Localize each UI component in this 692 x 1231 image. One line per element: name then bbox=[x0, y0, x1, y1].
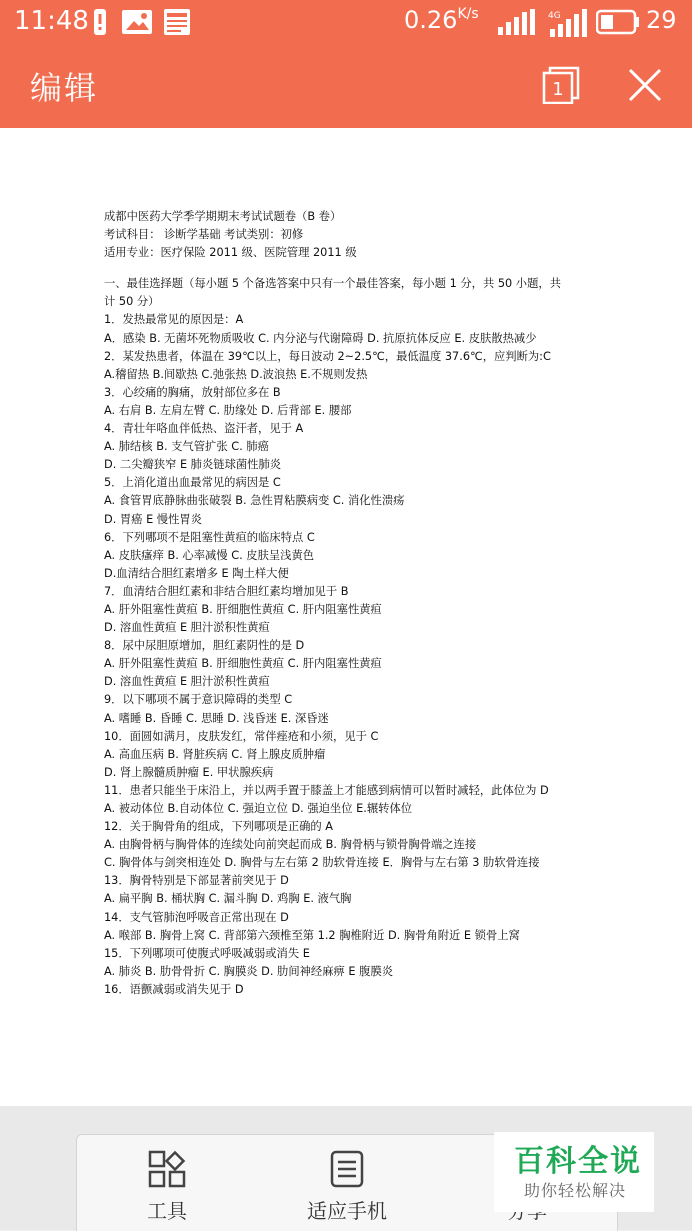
document-line: A. 扁平胸 B. 桶状胸 C. 漏斗胸 D. 鸡胸 E. 液气胸 bbox=[104, 892, 352, 906]
document-lines-icon bbox=[327, 1149, 367, 1189]
document-line: 6．下列哪项不是阻塞性黄疸的临床特点 C bbox=[104, 530, 315, 544]
document-line: A. 肝外阻塞性黄疸 B. 肝细胞性黄疸 C. 肝内阻塞性黄疸 bbox=[104, 657, 382, 671]
document-line: A．感染 B. 无菌坏死物质吸收 C. 内分泌与代谢障碍 D. 抗原抗体反应 E. 皮肤散热减少 bbox=[104, 331, 537, 345]
document-line: 12．关于胸骨角的组成，下列哪项是正确的 A bbox=[104, 820, 334, 834]
paragraph-gap bbox=[104, 262, 594, 275]
status-time: 11:48 bbox=[14, 6, 89, 36]
document-line: 4．青壮年咯血伴低热、盗汗者，见于 A bbox=[104, 422, 304, 436]
document-line: D. 肾上腺髓质肿瘤 E. 甲状腺疾病 bbox=[104, 765, 274, 779]
wifi-signal-icon bbox=[498, 9, 536, 35]
document-line: 一、最佳选择题（每小题 5 个备选答案中只有一个最佳答案，每小题 1 分，共 50 小题，共 bbox=[104, 277, 561, 291]
document-line: A. 肺炎 B. 肋骨骨折 C. 胸膜炎 D. 肋间神经麻痹 E 腹膜炎 bbox=[104, 964, 394, 978]
document-text bbox=[104, 208, 594, 999]
image-icon bbox=[122, 9, 152, 35]
document-line: A. 肺结核 B. 支气管扩张 C. 肺癌 bbox=[104, 440, 269, 454]
page-count: 1 bbox=[552, 79, 564, 100]
battery-percent: 29 bbox=[646, 6, 677, 34]
document-line: 14．支气管肺泡呼吸音正常出现在 D bbox=[104, 910, 289, 924]
document-line: A. 肝外阻塞性黄疸 B. 肝细胞性黄疸 C. 肝内阻塞性黄疸 bbox=[104, 602, 382, 616]
document-line: 11．患者只能坐于床沿上，并以两手置于膝盖上才能感到病情可以暂时减轻，此体位为 D bbox=[104, 783, 549, 797]
document-line: 3．心绞痛的胸痛，放射部位多在 B bbox=[104, 385, 281, 399]
network-speed-unit: K/s bbox=[457, 6, 479, 22]
document-line: A.稽留热 B.间歇热 C.弛张热 D.波浪热 E.不规则发热 bbox=[104, 367, 368, 381]
document-line: 计 50 分） bbox=[104, 295, 160, 309]
document-line: 8．尿中尿胆原增加，胆红素阴性的是 D bbox=[104, 639, 305, 653]
document-line: 2．某发热患者，体温在 39℃以上，每日波动 2~2.5℃，最低温度 37.6℃，应判断为:C bbox=[104, 349, 551, 363]
close-icon[interactable] bbox=[626, 66, 664, 104]
document-line: C. 胸骨体与剑突相连处 D. 胸骨与左右第 2 肋软骨连接 E．胸骨与左右第 3 肋软骨连接 bbox=[104, 856, 540, 870]
page-switcher-icon[interactable] bbox=[542, 66, 580, 104]
document-line: 13．胸骨特别是下部显著前突见于 D bbox=[104, 874, 289, 888]
grid-tools-icon bbox=[147, 1149, 187, 1189]
alert-icon bbox=[92, 9, 108, 35]
document-line: 7．血清结合胆红素和非结合胆红素均增加见于 B bbox=[104, 584, 349, 598]
battery-icon bbox=[596, 9, 640, 35]
watermark-title: 百科全说 bbox=[514, 1144, 642, 1179]
document-line: 9．以下哪项不属于意识障碍的类型 C bbox=[104, 693, 293, 707]
network-type-label: 4G bbox=[548, 11, 561, 21]
document-line: A. 皮肤瘙痒 B. 心率减慢 C. 皮肤呈浅黄色 bbox=[104, 548, 315, 562]
document-line: A. 喉部 B. 胸骨上窝 C. 背部第六颈椎至第 1.2 胸椎附近 D. 胸骨角附近 E 锁骨上窝 bbox=[104, 928, 520, 942]
watermark-subtitle: 助你轻松解决 bbox=[524, 1181, 627, 1200]
document-line: D. 胃癌 E 慢性胃炎 bbox=[104, 512, 202, 526]
cellular-signal-icon bbox=[548, 9, 588, 37]
document-line: 考试科目： 诊断学基础 考试类别：初修 bbox=[104, 228, 304, 242]
document-line: A. 嗜睡 B. 昏睡 C. 思睡 D. 浅昏迷 E. 深昏迷 bbox=[104, 711, 329, 725]
app-header bbox=[0, 0, 692, 128]
document-line: D. 二尖瓣狭窄 E 肺炎链球菌性肺炎 bbox=[104, 458, 282, 472]
document-page[interactable] bbox=[0, 128, 692, 1106]
document-line: 适用专业：医疗保险 2011 级、医院管理 2011 级 bbox=[104, 246, 357, 260]
document-line: A. 由胸骨柄与胸骨体的连续处向前突起而成 B. 胸骨柄与锁骨胸骨端之连接 bbox=[104, 838, 477, 852]
page-title: 编辑 bbox=[30, 69, 99, 107]
document-line: 15．下列哪项可使腹式呼吸减弱或消失 E bbox=[104, 946, 310, 960]
network-speed bbox=[404, 6, 479, 34]
status-bar bbox=[0, 0, 692, 44]
document-line: A. 食管胃底静脉曲张破裂 B. 急性胃粘膜病变 C. 消化性溃疡 bbox=[104, 494, 405, 508]
network-speed-value: 0.26 bbox=[404, 6, 458, 34]
document-line: 10．面圆如满月，皮肤发红，常伴痤疮和小须，见于 C bbox=[104, 729, 379, 743]
news-icon bbox=[164, 9, 190, 35]
document-line: 成都中医药大学季学期期末考试试题卷（B 卷） bbox=[104, 210, 342, 223]
document-line: 16．语颤减弱或消失见于 D bbox=[104, 982, 244, 996]
tools-label: 工具 bbox=[147, 1199, 187, 1223]
document-line: 1．发热最常见的原因是：A bbox=[104, 313, 244, 327]
document-line: D.血清结合胆红素增多 E 陶土样大便 bbox=[104, 566, 289, 580]
tools-button[interactable] bbox=[117, 1135, 217, 1231]
fit-phone-button[interactable] bbox=[277, 1135, 417, 1231]
document-line: A. 被动体位 B.自动体位 C. 强迫立位 D. 强迫坐位 E.辗转体位 bbox=[104, 802, 413, 815]
document-line: D. 溶血性黄疸 E 胆汁淤积性黄疸 bbox=[104, 675, 270, 689]
document-line: 5．上消化道出血最常见的病因是 C bbox=[104, 476, 281, 490]
watermark-logo bbox=[494, 1132, 654, 1212]
document-line: D. 溶血性黄疸 E 胆汁淤积性黄疸 bbox=[104, 621, 270, 635]
fit-phone-label: 适应手机 bbox=[307, 1199, 387, 1223]
document-line: A. 右肩 B. 左肩左臂 C. 肋缘处 D. 后背部 E. 腰部 bbox=[104, 403, 352, 417]
document-line: A. 高血压病 B. 肾脏疾病 C. 肾上腺皮质肿瘤 bbox=[104, 747, 326, 761]
